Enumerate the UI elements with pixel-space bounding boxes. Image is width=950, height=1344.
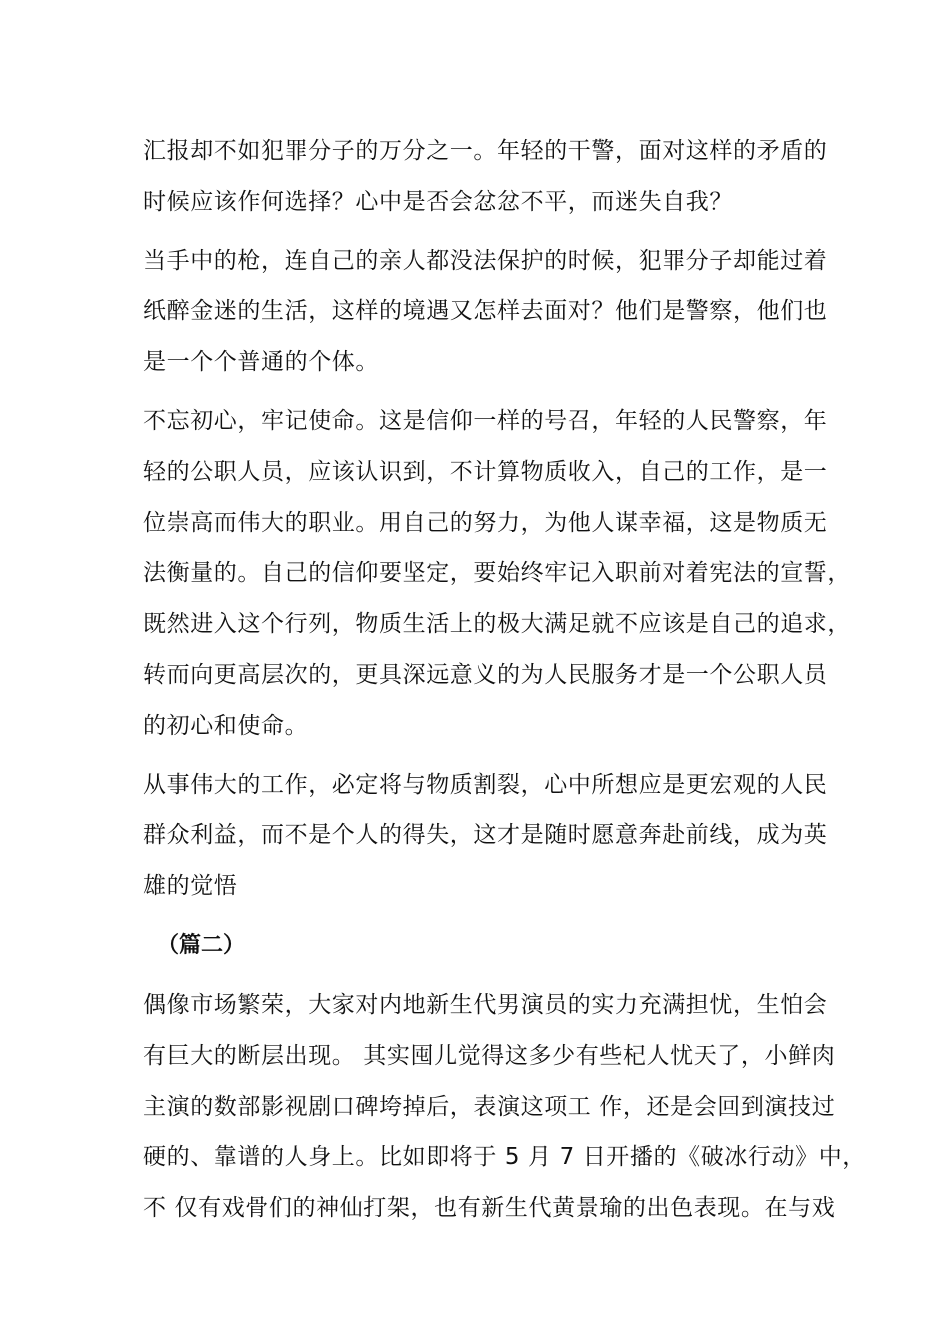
paragraph-3	[143, 396, 851, 752]
text-line: 汇报却不如犯罪分子的万分之一。年轻的干警，面对这样的矛盾的	[143, 138, 828, 164]
paragraph-5	[143, 980, 866, 1234]
text-line: 不忘初心，牢记使命。这是信仰一样的号召，年轻的人民警察，年	[143, 407, 828, 434]
paragraph-2	[143, 236, 828, 388]
text-line: 偶像市场繁荣，大家对内地新生代男演员的实力充满担忧，生怕会	[143, 991, 828, 1018]
text-line: 时候应该作何选择？心中是否会忿忿不平，而迷失自我？	[143, 188, 733, 215]
text-line: 转而向更高层次的，更具深远意义的为人民服务才是一个公职人员	[143, 661, 828, 688]
paragraph-4	[143, 760, 828, 912]
text-line: 有巨大的断层出现。 其实囤儿觉得这多少有些杞人忧天了，小鲜肉	[143, 1042, 836, 1069]
text-line: 硬的、靠谱的人身上。比如即将于 5 月 7 日开播的《破冰行动》中，	[143, 1144, 866, 1171]
text-line: 位崇高而伟大的职业。用自己的努力，为他人谋幸福，这是物质无	[143, 509, 828, 536]
text-line: 主演的数部影视剧口碑垮掉后，表演这项工 作，还是会回到演技过	[143, 1093, 836, 1120]
text-line: 当手中的枪，连自己的亲人都没法保护的时候，犯罪分子却能过着	[143, 247, 828, 274]
text-line: 既然进入这个行列，物质生活上的极大满足就不应该是自己的追求，	[143, 611, 851, 638]
text-line: 从事伟大的工作，必定将与物质割裂，心中所想应是更宏观的人民	[143, 771, 828, 798]
text-line: 纸醉金迷的生活，这样的境遇又怎样去面对？他们是警察，他们也	[143, 298, 828, 325]
text-line: 雄的觉悟	[143, 873, 238, 900]
paragraph-1	[143, 126, 828, 228]
text-line: 轻的公职人员，应该认识到，不计算物质收入，自己的工作，是一	[143, 458, 828, 485]
text-line: 的初心和使命。	[143, 712, 309, 739]
text-line: 不 仅有戏骨们的神仙打架，也有新生代黄景瑜的出色表现。在与戏	[143, 1195, 836, 1222]
text-line: 法衡量的。自己的信仰要坚定，要始终牢记入职前对着宪法的宣誓，	[143, 560, 851, 587]
document-body	[143, 126, 866, 1242]
text-line: 群众利益，而不是个人的得失，这才是随时愿意奔赴前线，成为英	[143, 822, 828, 849]
text-line: 是一个个普通的个体。	[143, 349, 379, 376]
section-heading: （篇二）	[157, 932, 246, 958]
